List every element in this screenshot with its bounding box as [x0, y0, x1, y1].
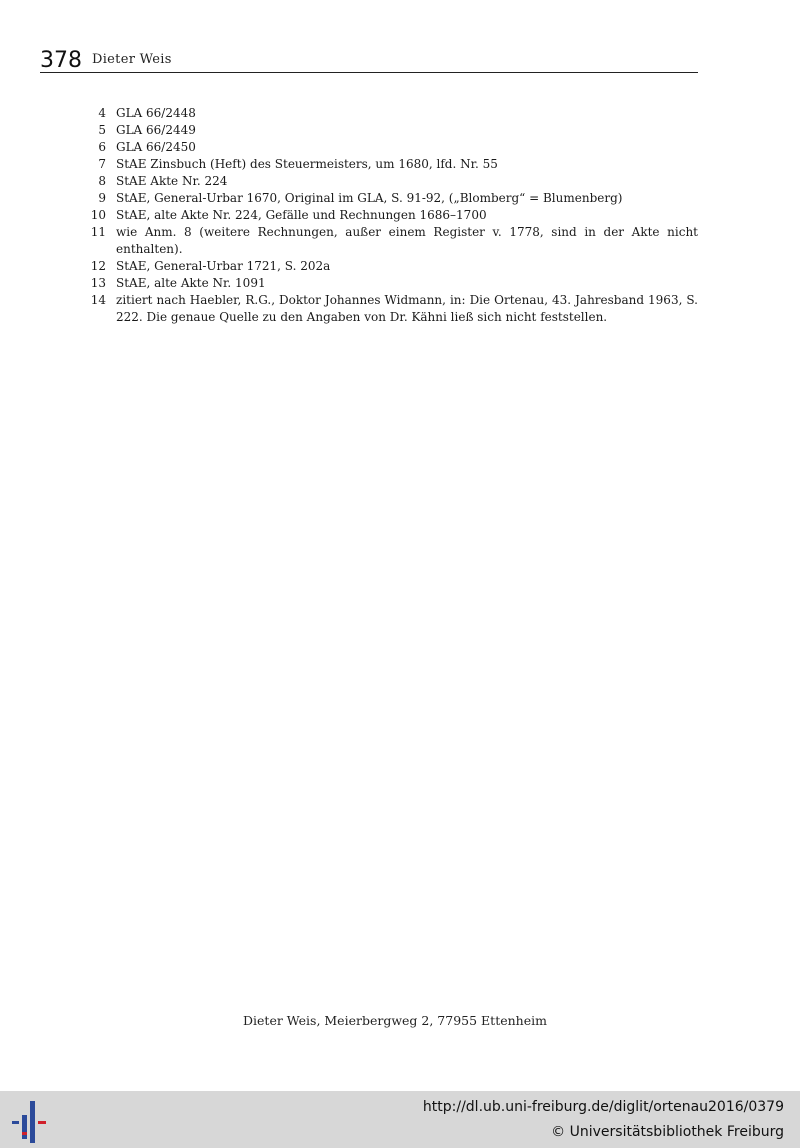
endnote-number: 13: [90, 276, 106, 290]
endnote-number: 7: [98, 157, 106, 171]
endnote-item: [80, 275, 698, 292]
endnote-item: [80, 122, 698, 139]
endnote-text: zitiert nach Haebler, R.G., Doktor Johannes Widmann, in: Die Ortenau, 43. Jahresband 1963, S. 222. Die genaue Quelle zu den Angaben von Dr. Kähni ließ sich nicht feststellen.: [116, 293, 698, 324]
endnote-item: [80, 207, 698, 224]
endnote-item: [80, 139, 698, 156]
page-number: 378: [40, 48, 82, 73]
endnote-text: GLA 66/2450: [116, 140, 196, 154]
endnote-item: [80, 292, 698, 326]
endnote-item: [80, 105, 698, 122]
endnote-text: StAE, General-Urbar 1721, S. 202a: [116, 259, 331, 273]
endnote-item: [80, 173, 698, 190]
endnote-number: 10: [90, 208, 106, 222]
endnotes-list: [80, 105, 698, 326]
endnote-number: 8: [98, 174, 106, 188]
endnote-text: StAE, alte Akte Nr. 1091: [116, 276, 266, 290]
endnote-item: [80, 190, 698, 207]
endnote-text: StAE, alte Akte Nr. 224, Gefälle und Rechnungen 1686–1700: [116, 208, 487, 222]
endnote-item: [80, 156, 698, 173]
footer-bar: [0, 1091, 800, 1148]
endnote-text: GLA 66/2448: [116, 106, 196, 120]
endnote-item: [80, 258, 698, 275]
endnote-number: 12: [90, 259, 106, 273]
endnote-text: StAE Akte Nr. 224: [116, 174, 228, 188]
author-address: Dieter Weis, Meierbergweg 2, 77955 Ettenheim: [243, 1013, 547, 1028]
endnote-text: StAE, General-Urbar 1670, Original im GLA, S. 91-92, („Blomberg“ = Blumenberg): [116, 191, 623, 205]
copyright-text: © Universitätsbibliothek Freiburg: [551, 1124, 784, 1140]
running-head: Dieter Weis: [92, 52, 172, 67]
ub-freiburg-logo-icon[interactable]: [0, 1091, 60, 1148]
endnote-item: [80, 224, 698, 258]
endnote-number: 4: [98, 106, 106, 120]
endnote-number: 11: [90, 225, 106, 239]
endnote-number: 14: [90, 293, 106, 307]
endnote-number: 9: [98, 191, 106, 205]
source-url-link[interactable]: http://dl.ub.uni-freiburg.de/diglit/ortenau2016/0379: [422, 1099, 784, 1115]
endnote-text: StAE Zinsbuch (Heft) des Steuermeisters, um 1680, lfd. Nr. 55: [116, 157, 498, 171]
endnote-number: 6: [98, 140, 106, 154]
endnote-text: GLA 66/2449: [116, 123, 196, 137]
endnote-text: wie Anm. 8 (weitere Rechnungen, außer einem Register v. 1778, sind in der Akte nicht enthalten).: [116, 225, 698, 256]
endnote-number: 5: [98, 123, 106, 137]
page-header: [40, 48, 698, 73]
